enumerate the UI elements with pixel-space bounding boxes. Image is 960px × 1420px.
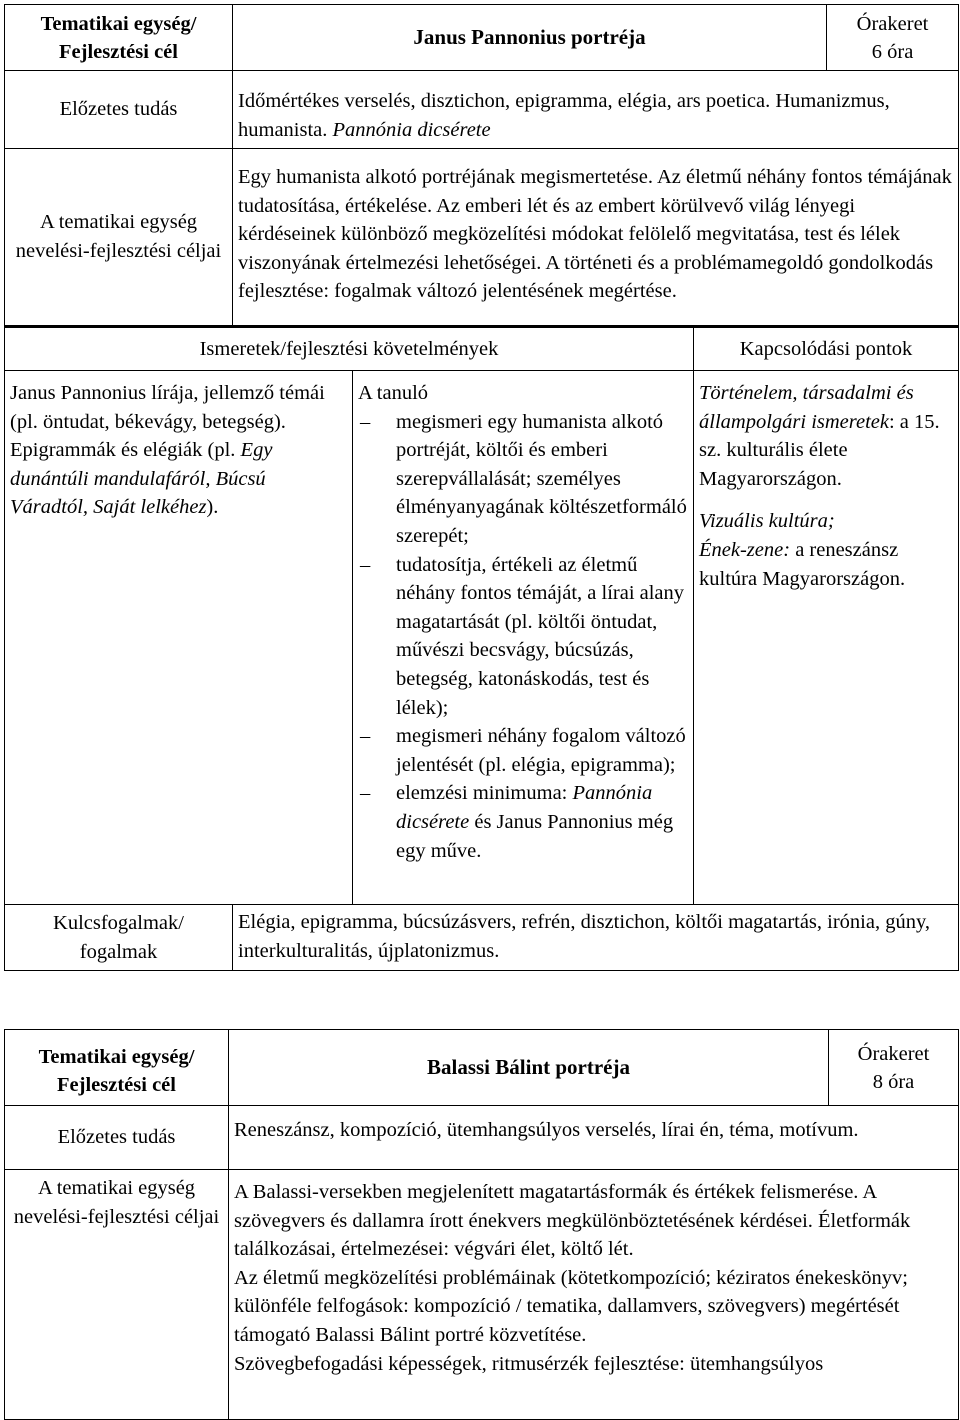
connections-header: Kapcsolódási pontok	[694, 327, 959, 371]
connection-arts	[699, 507, 953, 593]
unit1-goals	[233, 149, 959, 327]
requirements-header: Ismeretek/fejlesztési követelmények	[5, 327, 694, 371]
prior-knowledge-label-text: Előzetes tudás	[57, 1126, 176, 1149]
goals-paragraph: A Balassi-versekben megjelenített magatartásformák és értékek felismerése. A szövegvers és dallamra írott énekvers megkülönböztetésének kérdései. Életformák találkozásai, értelmezései: végvári élet, költő lét.	[234, 1181, 911, 1261]
unit1-table	[4, 4, 959, 971]
connection-arts-text: a reneszánsz kultúra Magyarországon.	[699, 538, 906, 590]
unit2-title: Balassi Bálint portréja	[229, 1030, 829, 1106]
knowledge-cell	[5, 371, 353, 905]
list-item: – megismeri néhány fogalom változó jelentését (pl. elégia, epigramma);	[358, 722, 688, 779]
unit2-topic-label	[5, 1030, 229, 1106]
key-concepts-label-text: Kulcsfogalmak/ fogalmak	[53, 911, 184, 963]
unit1-goals-label	[5, 149, 233, 327]
unit2-prior-knowledge-label	[5, 1106, 229, 1170]
analysis-label: elemzési minimuma:	[396, 782, 573, 805]
goals-text: Egy humanista alkotó portréjának megismertetése. Az életmű néhány fontos témájának tudatosítása, értékelése. Az emberi lét és az embert körülvevő világ lényegi kérdéseinek különböző megközelítési módokat felölelő megvitatása, test és lélek viszonyának értelmezési lehetőségei. A történeti és a problémamegoldó gondolkodás fejlesztése: fogalmak változó jelentésének megértése.	[238, 166, 952, 303]
goals-label-text: A tematikai egység nevelési-fejlesztési céljai	[13, 1177, 220, 1228]
student-intro: A tanuló	[358, 382, 429, 404]
connection-history	[699, 379, 953, 493]
prior-knowledge-italic: Pannónia dicsérete	[332, 118, 491, 141]
analysis-work: Pannónia dicsérete	[396, 782, 653, 833]
knowledge-line2	[10, 436, 347, 522]
unit2-table	[4, 1029, 959, 1420]
goals-label-text: A tematikai egység nevelési-fejlesztési céljai	[15, 211, 222, 262]
list-item: – tudatosítja, értékeli az életmű néhány fontos témáját, a lírai alany magatartását (pl. költői öntudat, művészi becsvágy, búcsúzás, betegség, katonáskodás, test és lélek);	[358, 551, 688, 723]
student-cell	[353, 371, 694, 905]
connections-cell	[694, 371, 959, 905]
unit1-prior-knowledge	[233, 71, 959, 149]
hours-value: 6 óra	[871, 40, 914, 63]
hours-label: Órakeret	[857, 1042, 930, 1065]
unit2-hours	[829, 1030, 959, 1106]
knowledge-works: Egy dunántúli mandulafáról, Búcsú Váradtól, Saját lelkéhez	[10, 439, 273, 519]
topic-label-line2: Fejlesztési cél	[59, 40, 178, 63]
connection-history-text: : a 15. sz. kulturális élete Magyarországon.	[699, 410, 940, 490]
key-concepts-label	[5, 905, 233, 971]
topic-label-line2: Fejlesztési cél	[57, 1073, 176, 1096]
key-concepts-text: Elégia, epigramma, búcsúzásvers, refrén, disztichon, költői magatartás, irónia, gúny, interkulturalitás, újplatonizmus.	[238, 911, 931, 962]
topic-label-line1: Tematikai egység/	[38, 1045, 195, 1068]
topic-label-line1: Tematikai egység/	[40, 12, 197, 35]
goals-paragraph: Szövegbefogadási képességek, ritmusérzék fejlesztése: ütemhangsúlyos	[234, 1352, 824, 1375]
prior-knowledge-text: Időmértékes verselés, disztichon, epigramma, elégia, ars poetica. Humanizmus, humanista.	[238, 90, 890, 141]
list-item: – megismeri egy humanista alkotó portréját, költői és emberi szerepvállalását; személyes élményanyagának költészetformáló szerepét;	[358, 408, 688, 551]
unit1-title: Janus Pannonius portréja	[233, 5, 827, 71]
goals-paragraph: Az életmű megközelítési problémáinak (kötetkompozíció; kéziratos énekeskönyv; különféle felfogások: kompozíció / tematika, dallamvers, szövegvers) megértését támogató Balassi Bálint portré közvetítése.	[234, 1266, 909, 1346]
prior-knowledge-text: Reneszánsz, kompozíció, ütemhangsúlyos verselés, lírai én, téma, motívum.	[234, 1119, 859, 1141]
student-list	[358, 408, 688, 866]
unit1-hours	[827, 5, 959, 71]
unit2-prior-knowledge	[229, 1106, 959, 1170]
unit1-prior-knowledge-label	[5, 71, 233, 149]
key-concepts	[233, 905, 959, 971]
prior-knowledge-label-text: Előzetes tudás	[59, 98, 178, 121]
knowledge-end: ).	[206, 496, 219, 519]
list-item	[358, 779, 688, 865]
unit2-goals	[229, 1170, 959, 1420]
knowledge-line1: Janus Pannonius lírája, jellemző témái (pl. öntudat, békevágy, betegség).	[10, 382, 325, 433]
unit1-topic-label	[5, 5, 233, 71]
knowledge-epigrams: Epigrammák és elégiák (pl.	[10, 439, 241, 462]
analysis-end: és Janus Pannonius még egy műve.	[396, 810, 674, 862]
connection-music: Ének-zene:	[699, 538, 791, 561]
connection-history-subject: Történelem, társadalmi és állampolgári ismeretek	[699, 382, 914, 433]
connection-visual: Vizuális kultúra;	[699, 510, 835, 533]
hours-label: Órakeret	[856, 12, 929, 35]
unit2-goals-label	[5, 1170, 229, 1420]
hours-value: 8 óra	[872, 1070, 915, 1093]
